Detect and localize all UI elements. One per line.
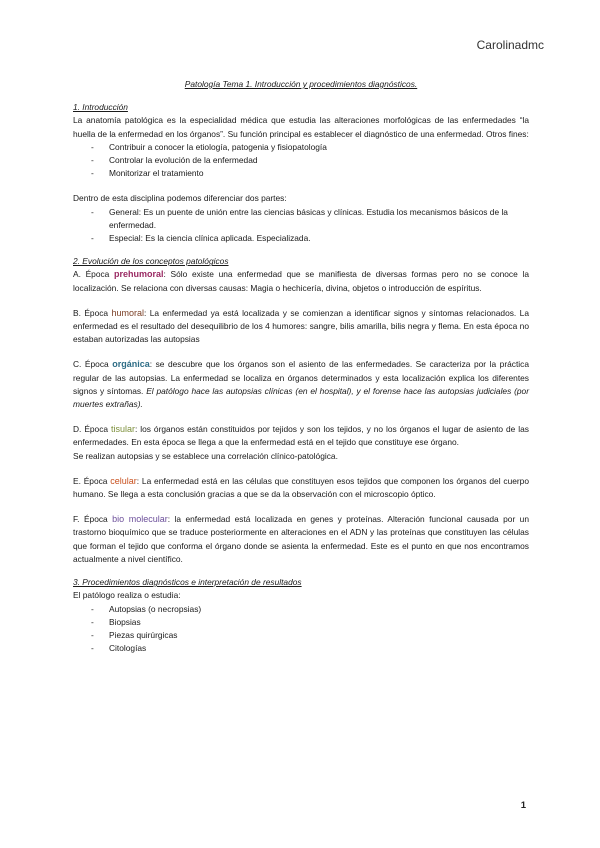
term-organica: orgánica [112, 359, 150, 370]
list-item: - Biopsias [73, 616, 529, 629]
epoca-label: D. Época [73, 424, 111, 435]
epoca-text: : Sólo existe una enfermedad que se manifiesta de diversas formas pero no se conoce la localización. Se relaciona con diversas causas: Magia o hechicería, divina, objetos o introducción de espíritus. [73, 269, 529, 293]
list-item: - Controlar la evolución de la enfermedad [73, 154, 529, 167]
procedimientos-intro: El patólogo realiza o estudia: [73, 590, 181, 601]
epoca-label: F. Época [73, 514, 113, 525]
fines-list [73, 141, 529, 181]
epoca-c-paragraph [73, 358, 529, 411]
epoca-italic-note: El patólogo hace las autopsias clínicas (en el hospital), y el forense hace las autopsias judiciales (por muertes extrañas). [73, 385, 530, 410]
document-title: Patología Tema 1. Introducción y procedimientos diagnósticos. [184, 79, 418, 89]
epoca-e-paragraph [73, 475, 529, 501]
term-prehumoral: prehumoral [114, 269, 164, 280]
list-item: - Monitorizar el tratamiento [73, 167, 529, 180]
epoca-b-paragraph [73, 307, 529, 347]
document-body [73, 78, 529, 655]
intro-paragraph: La anatomía patológica es la especialidad médica que estudia las alteraciones morfológicas de las enfermedades “la huella de la enfermedad en los órganos”. Su función principal es establecer el diagnóstico de una enfermedad. Otros fines: [73, 115, 529, 139]
epoca-a-paragraph [73, 268, 529, 294]
partes-intro: Dentro de esta disciplina podemos diferenciar dos partes: [73, 193, 287, 204]
list-item: - Contribuir a conocer la etiología, patogenia y fisiopatología [73, 141, 529, 154]
section-heading-evolucion: 2. Evolución de los conceptos patológicos [73, 256, 229, 267]
section-heading-procedimientos: 3. Procedimientos diagnósticos e interpretación de resultados [73, 577, 302, 588]
epoca-label: A. Época [73, 269, 115, 280]
epoca-d-paragraph [73, 423, 529, 449]
list-item: - General: Es un puente de unión entre las ciencias básicas y clínicas. Estudia los mecanismos básicos de la enfermedad. [73, 206, 529, 232]
epoca-text: : la enfermedad está localizada en genes y proteínas. Alteración funcional causada por un trastorno bioquímico que se traduce posteriormente en alteraciones en el ADN y las proteínas que constituyen las células que forman el tejido que conforma el órgano donde se asienta la enfermedad. Este es el punto en que nos encontramos actualmente a nivel científico. [73, 514, 529, 564]
author-name: Carolinadmc [476, 38, 544, 52]
epoca-label: B. Época [73, 307, 112, 318]
page-number: 1 [520, 800, 526, 811]
list-item: - Autopsias (o necropsias) [73, 603, 529, 616]
procedimientos-list [73, 603, 529, 656]
epoca-d-paragraph-2: Se realizan autopsias y se establece una correlación clínico-patológica. [73, 450, 338, 461]
list-item: - Piezas quirúrgicas [73, 629, 529, 642]
epoca-label: E. Época [73, 475, 111, 486]
term-bio-molecular: bio molecular [112, 514, 168, 525]
term-humoral: humoral [111, 307, 144, 318]
epoca-label: C. Época [73, 359, 113, 370]
list-item: - Especial: Es la ciencia clínica aplicada. Especializada. [73, 232, 529, 245]
term-celular: celular [110, 475, 137, 486]
epoca-f-paragraph [73, 513, 529, 566]
epoca-text: : La enfermedad ya está localizada y se comienzan a identificar signos y síntomas relacionados. La enfermedad es el resultado del desequilibrio de los 4 humores: sangre, bilis amarilla, bilis negra y flema. En esta época no estaban autorizadas las autopsias [73, 307, 529, 345]
epoca-text: : se descubre que los órganos son el asiento de las enfermedades. Se caracteriza por la práctica regular de las autopsias. La enfermedad se localiza en órganos determinados y esta localización explica los diferentes signos y síntomas. [73, 359, 529, 396]
epoca-text: : los órganos están constituidos por tejidos y son los tejidos, y no los órganos el lugar de asiento de las enfermedades. En esta época se llega a que la enfermedad está en el tejido que constituye ese órgano. [73, 424, 529, 448]
list-item: - Citologías [73, 642, 529, 655]
section-heading-introduccion: 1. Introducción [73, 102, 128, 113]
partes-list [73, 206, 529, 246]
epoca-text: : La enfermedad está en las células que constituyen esos tejidos que componen los órganos del cuerpo humano. Se llega a esta conclusión gracias a que se da la observación con el microscopio óptico. [73, 475, 529, 500]
term-tisular: tisular [111, 424, 136, 435]
